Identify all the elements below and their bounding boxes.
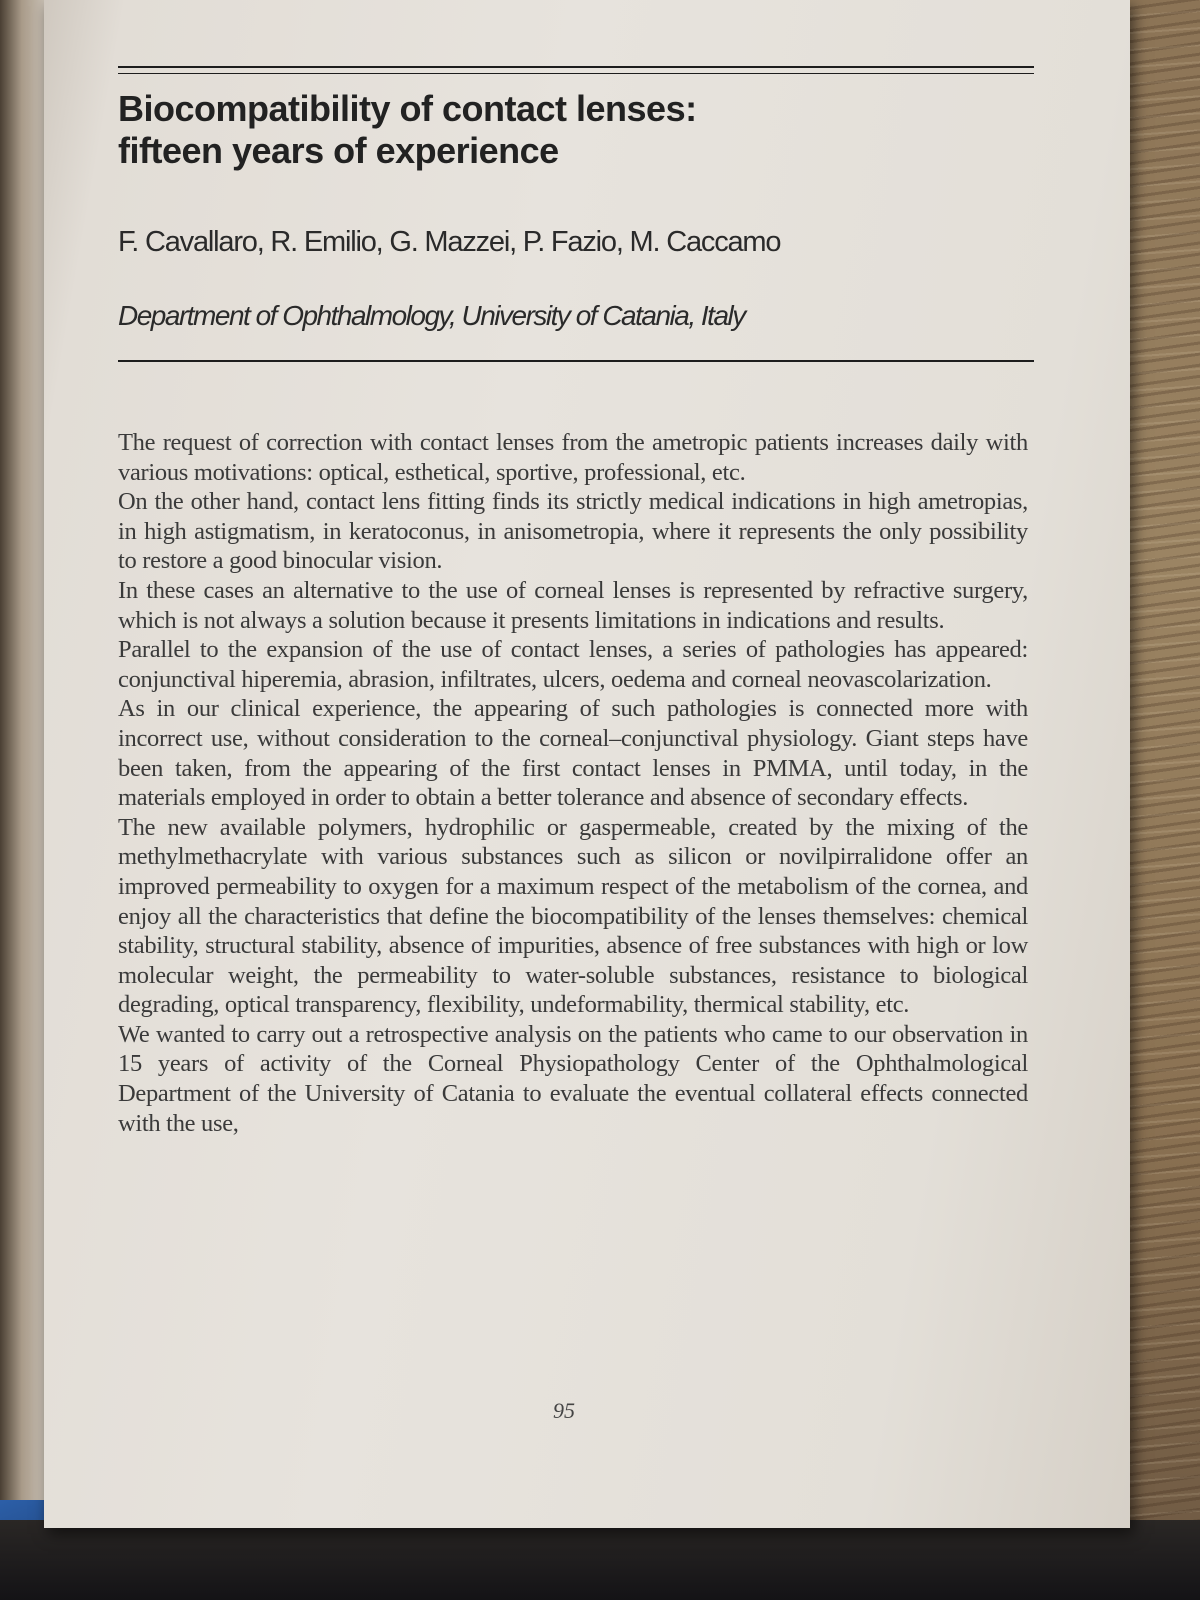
body-paragraph: As in our clinical experience, the appearing of such pathologies is connected more with incorrect use, without consideration to the corneal–conjunctival physiology. Giant steps have been taken, from the appearing of the first contact lenses in PMMA, until today, in the materials employed in order to obtain a better tolerance and absence of secondary effects. — [118, 695, 1028, 812]
body-paragraph: In these cases an alternative to the use of corneal lenses is represented by refractive surgery, which is not always a solution because it presents limitations in indications and results. — [118, 576, 1028, 634]
article-authors: F. Cavallaro, R. Emilio, G. Mazzei, P. Fazio, M. Caccamo — [118, 226, 781, 258]
facing-page-edge — [0, 0, 48, 1600]
body-paragraph: The new available polymers, hydrophilic or gaspermeable, created by the mixing of the methylmethacrylate with various substances such as silicon or novilpirralidone offer an improved permeability to oxygen for a maximum respect of the metabolism of the cornea, and enjoy all the characteristics that define the biocompatibility of the lenses themselves: chemical stability, structural stability, absence of impurities, absence of free substances with high or low molecular weight, the permeability to water-soluble substances, resistance to biological degrading, optical transparency, flexibility, undeformability, thermical stability, etc. — [118, 813, 1028, 1019]
book-page — [44, 0, 1130, 1528]
article-body — [118, 428, 1028, 1138]
body-paragraph: Parallel to the expansion of the use of contact lenses, a series of pathologies has appeared: conjunctival hiperemia, abrasion, infiltrates, ulcers, oedema and corneal neovascolarization. — [118, 636, 1028, 693]
article-title-line-1: Biocompatibility of contact lenses: — [118, 88, 697, 129]
article-affiliation: Department of Ophthalmology, University of Catania, Italy — [118, 300, 745, 331]
header-rule-thick — [118, 66, 1034, 68]
section-divider-rule — [118, 360, 1034, 362]
body-paragraph: We wanted to carry out a retrospective analysis on the patients who came to our observation in 15 years of activity of the Corneal Physiopathology Center of the Ophthalmological Department of the University of Catania to evaluate the eventual collateral effects connected with the use, — [118, 1020, 1028, 1137]
header-rule-thin — [118, 73, 1034, 74]
dark-background-bottom — [0, 1520, 1200, 1600]
article-title-line-2: fifteen years of experience — [118, 130, 559, 171]
page-number: 95 — [553, 1398, 575, 1423]
body-paragraph: On the other hand, contact lens fitting finds its strictly medical indications in high ametropias, in high astigmatism, in keratoconus, in anisometropia, where it represents the only possibility to restore a good binocular vision. — [118, 488, 1028, 575]
body-paragraph: The request of correction with contact lenses from the ametropic patients increases daily with various motivations: optical, esthetical, sportive, professional, etc. — [118, 429, 1028, 486]
article-title — [118, 88, 818, 172]
